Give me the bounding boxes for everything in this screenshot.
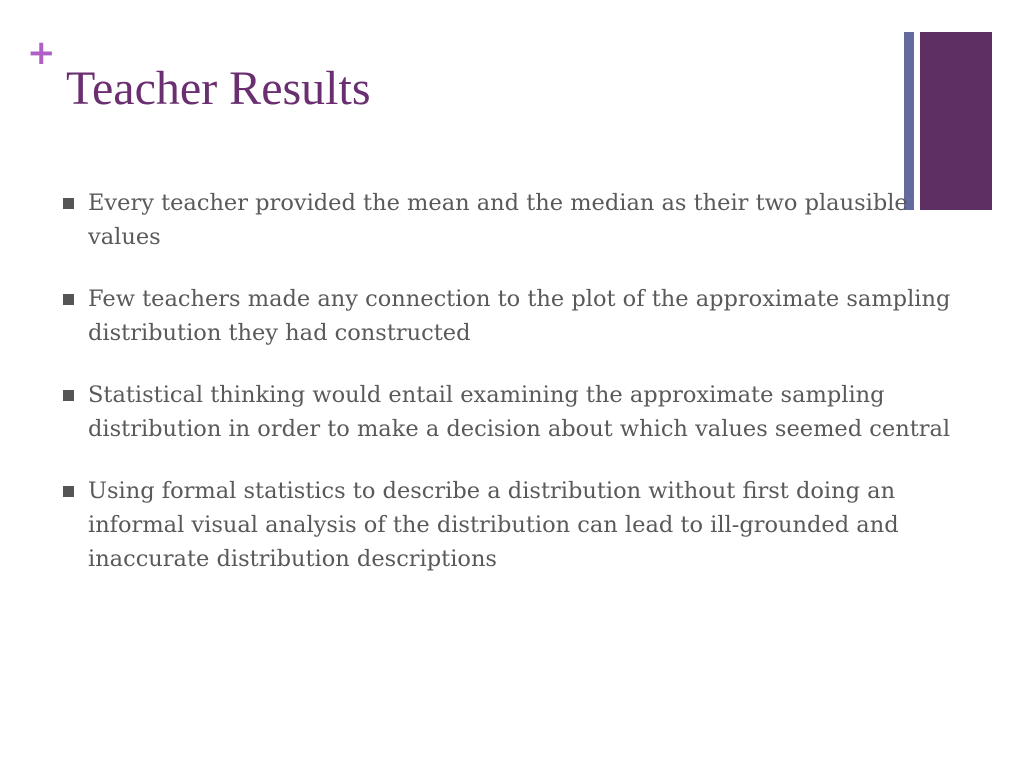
accent-bar-wide	[920, 32, 992, 210]
bullet-text: Few teachers made any connection to the plot of the approximate sampling distribution they had constructed	[88, 286, 951, 346]
plus-icon: +	[27, 33, 56, 73]
accent-bar-thin	[904, 32, 914, 210]
bullet-text: Statistical thinking would entail examining the approximate sampling distribution in order to make a decision about which values seemed central	[88, 382, 951, 442]
square-bullet-icon	[63, 294, 74, 305]
bullet-text: Using formal statistics to describe a distribution without first doing an informal visual analysis of the distribution can lead to ill-grounded and inaccurate distribution descriptions	[88, 478, 899, 572]
slide-title: Teacher Results	[66, 62, 371, 115]
bullet-list	[62, 186, 962, 604]
bullet-item	[62, 474, 962, 576]
square-bullet-icon	[63, 198, 74, 209]
bullet-text: Every teacher provided the mean and the median as their two plausible values	[88, 190, 908, 250]
bullet-item	[62, 378, 962, 446]
square-bullet-icon	[63, 486, 74, 497]
bullet-item	[62, 186, 962, 254]
square-bullet-icon	[63, 390, 74, 401]
bullet-item	[62, 282, 962, 350]
